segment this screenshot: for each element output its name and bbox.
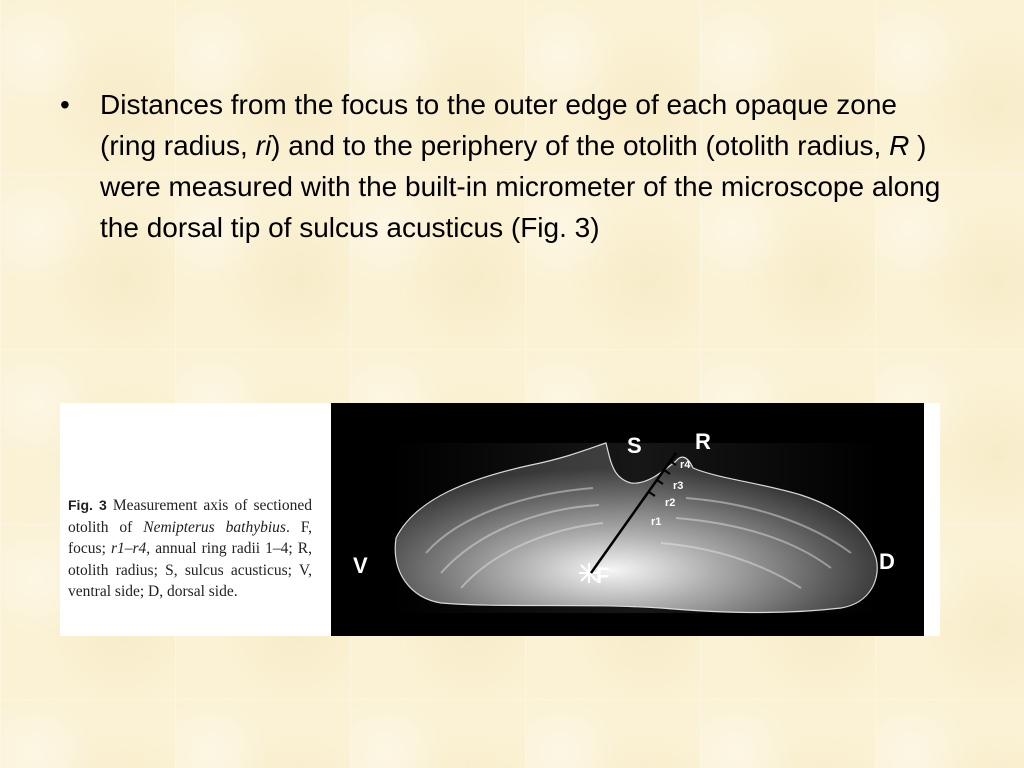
- label-r3: r3: [673, 480, 684, 492]
- figure-3: [60, 403, 940, 636]
- figure-number: Fig. 3: [68, 497, 107, 513]
- label-r1: r1: [651, 516, 662, 528]
- caption-text3: , annual ring radii 1–4; R, otolith radius; S, sulcus acusticus; V, ventral side; D, dorsal side.: [68, 540, 312, 600]
- bullet-marker: •: [60, 89, 70, 120]
- bullet-text-part2: ) and to the periphery of the otolith (otolith radius,: [271, 130, 890, 161]
- label-ventral: V: [353, 553, 368, 578]
- bullet-point: [60, 84, 960, 248]
- caption-text2: . F, focus;: [68, 518, 312, 557]
- caption-text1: Measurement axis of sectioned otolith of: [68, 497, 312, 536]
- otolith-photo: [331, 403, 924, 636]
- bullet-text: [100, 84, 960, 248]
- figure-caption: [60, 403, 330, 636]
- otolith-radius-symbol: R: [889, 130, 910, 161]
- bullet-text-part3: ) were measured with the built-in micrometer of the microscope along the dorsal tip of sulcus acusticus (Fig. 3): [100, 130, 941, 243]
- label-dorsal: D: [879, 549, 895, 574]
- caption-species: Nemipterus bathybius: [143, 518, 286, 536]
- label-focus: F: [596, 563, 610, 588]
- label-r2: r2: [665, 497, 676, 509]
- label-sulcus: S: [627, 433, 642, 458]
- label-otolith-radius: R: [695, 429, 711, 454]
- bullet-text-part1: Distances from the focus to the outer edge of each opaque zone (ring radius,: [100, 89, 897, 161]
- caption-ring-range: r1–r4: [110, 540, 147, 557]
- ring-radius-symbol: ri: [255, 130, 272, 161]
- label-r4: r4: [680, 459, 691, 471]
